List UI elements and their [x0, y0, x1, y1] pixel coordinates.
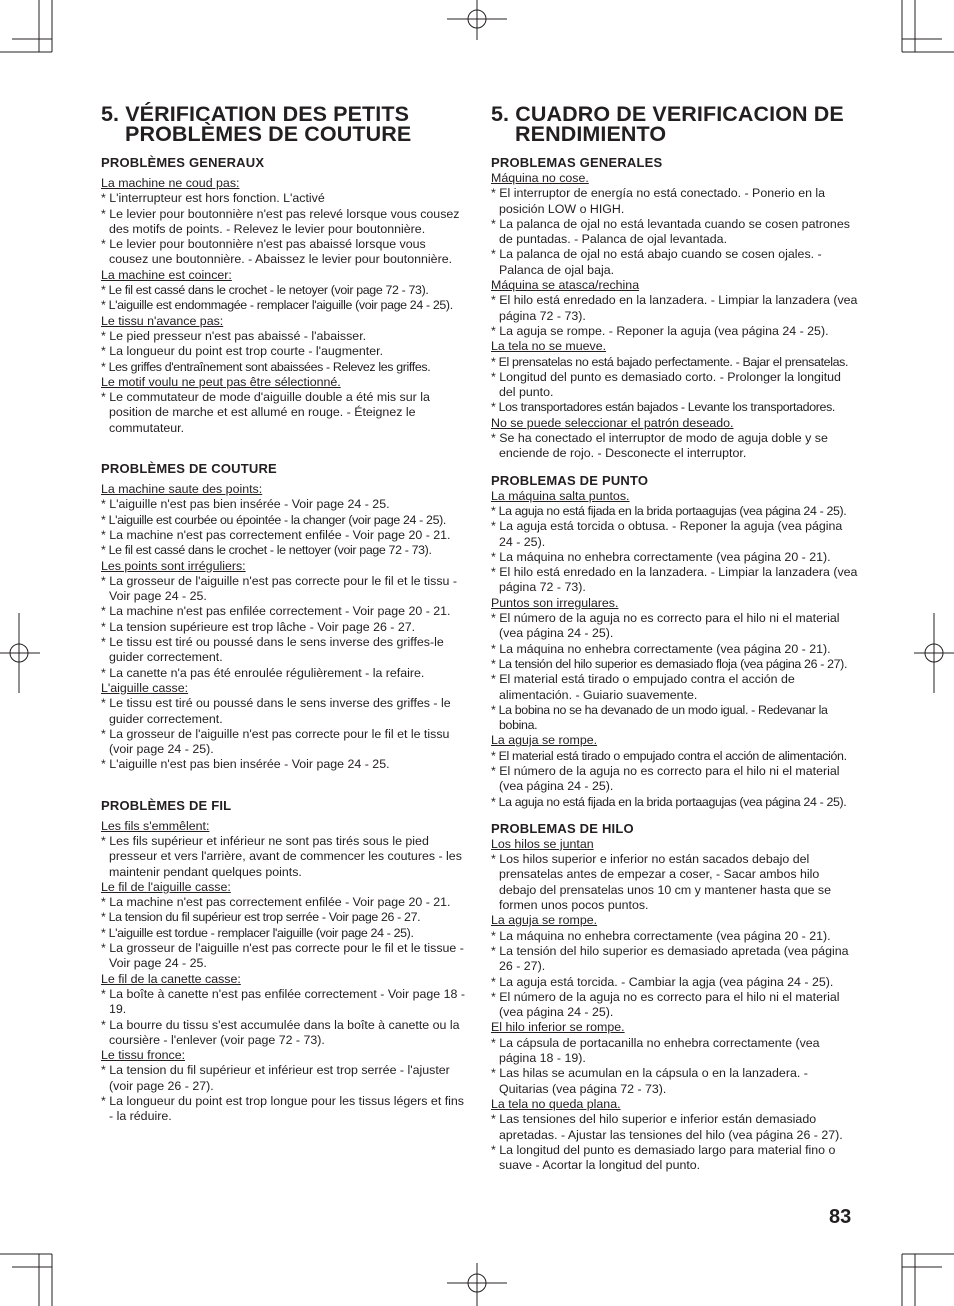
solution-item: * L'interrupteur est hors fonction. L'activé — [101, 191, 325, 206]
solution-item: * Le fil est cassé dans le crochet - le netoyer (voir page 72 - 73). — [101, 283, 429, 298]
problem-title: Les fils s'emmêlent: — [101, 818, 210, 833]
solution-item: * Le levier pour boutonnière n'est pas abaissé lorsque vous cousez une boutonnière. - Abaissez le levier pour boutonnière. — [101, 237, 453, 267]
solution-item: * El número de la aguja no es correcto para el hilo ni el material (vea página 24 - 25). — [491, 611, 840, 641]
solution-item: * La boîte à canette n'est pas enfilée correctement - Voir page 18 - 19. — [101, 986, 465, 1017]
solution-item: * La longueur du point est trop longue pour les tissus légers et fins - la réduire. — [101, 1094, 464, 1124]
problem-title: La machine saute des points: — [101, 482, 263, 497]
problem-title: Puntos son irregulares. — [491, 595, 619, 610]
solution-item: * El prensatelas no está bajado perfectamente. - Bajar el prensatelas. — [491, 354, 849, 369]
solution-item: * La machine n'est pas enfilée correctement - Voir page 20 - 21. — [101, 604, 451, 619]
problem-title: L'aiguille casse: — [101, 680, 189, 695]
solution-item: * L'aiguille est courbée ou épointée - la changer (voir page 24 - 25). — [101, 512, 446, 527]
solution-item: * Le levier pour boutonnière n'est pas relevé lorsque vous cousez des motifs de points. - Relevez le levier pour boutonnière. — [101, 206, 460, 236]
solution-item: * La tension supérieure est trop lâche - Voir page 26 - 27. — [101, 619, 416, 634]
solution-item: * La cápsula de portacanilla no enhebra correctamente (vea página 18 - 19). — [491, 1035, 820, 1066]
spanish-sections — [491, 154, 859, 1173]
spanish-title-line2: RENDIMIENTO — [515, 122, 667, 146]
solution-item: * La canette n'a pas été enroulée régulièrement - la refaire. — [101, 665, 425, 680]
french-sections — [101, 154, 467, 1125]
section-heading: PROBLEMAS DE HILO — [491, 820, 634, 836]
section — [101, 460, 467, 773]
section — [491, 820, 859, 1174]
section-heading: PROBLEMAS GENERALES — [491, 155, 663, 170]
problem-title: Le tissu fronce: — [101, 1048, 186, 1063]
problem-title: Les points sont irréguliers: — [101, 558, 246, 573]
solution-item: * La longitud del punto es demasiado largo para material fino o suave - Acortar la longitud del punto. — [491, 1142, 836, 1173]
solution-item: * Le tissu est tiré ou poussé dans le sens inverse des griffes-le guider correctement. — [101, 635, 444, 665]
solution-item: * L'aiguille n'est pas bien insérée - Voir page 24 - 25. — [101, 497, 390, 512]
solution-item: * La tension du fil supérieur et inférieur est trop serrée - l'ajuster (voir page 26 - 27). — [101, 1063, 450, 1093]
solution-item: * La grosseur de l'aiguille n'est pas correcte pour le fil et le tissu (voir page 24 - 25). — [101, 726, 450, 757]
solution-item: * Les fils supérieur et inférieur ne sont pas tirés sous le pied presseur et vers l'arrière, avant de commencer les coutures - les maintenir pendant quelques points. — [101, 833, 462, 879]
french-title-line1: 5. VÉRIFICATION DES PETITS — [101, 102, 410, 126]
solution-item: * La machine n'est pas correctement enfilée - Voir page 20 - 21. — [101, 527, 451, 542]
solution-item: * Los hilos superior e inferior no están sacados debajo del prensatelas antes de empezar a coser, - Sacar ambos hilo debajo del prensatelas unos 10 cm y mantener hasta que se formen unos pocos puntos. — [491, 852, 832, 913]
solution-item: * La tensión del hilo superior es demasiado apretada (vea página 26 - 27). — [491, 943, 849, 974]
solution-item: * Longitud del punto es demasiado corto. - Prolonger la longitud del punto. — [491, 369, 841, 400]
section — [101, 154, 467, 436]
solution-item: * El interruptor de energía no está conectado. - Ponerio en la posición LOW o HIGH. — [491, 186, 826, 216]
spanish-column — [491, 104, 859, 1173]
solution-item: * La tension du fil supérieur est trop serrée - Voir page 26 - 27. — [101, 910, 421, 925]
solution-item: * La máquina no enhebra correctamente (vea página 20 - 21). — [491, 928, 831, 943]
spanish-title-line1: 5. CUADRO DE VERIFICACION DE — [491, 102, 844, 126]
section-heading: PROBLÈMES DE FIL — [101, 797, 232, 813]
solution-item: * La máquina no enhebra correctamente (vea página 20 - 21). — [491, 549, 831, 564]
solution-item: * La bobina no se ha devanado de un modo igual. - Redevanar la bobina. — [491, 702, 828, 733]
solution-item: * Se ha conectado el interruptor de modo de aguja doble y se enciende de rojo. - Desconecte el interruptor. — [491, 431, 828, 461]
problem-title: Los hilos se juntan — [491, 836, 594, 851]
solution-item: * El número de la aguja no es correcto para el hilo ni el material (vea página 24 - 25). — [491, 989, 840, 1020]
french-column — [101, 104, 467, 1125]
solution-item: * Las tensiones del hilo superior e inferior están demasiado apretadas. - Ajustar las tensiones del hilo (vea página 26 - 27). — [491, 1112, 843, 1142]
section — [491, 472, 859, 810]
solution-item: * L'aiguille est tordue - remplacer l'aiguille (voir page 24 - 25). — [101, 925, 414, 940]
solution-item: * Le fil est cassé dans le crochet - le nettoyer (voir page 72 - 73). — [101, 543, 432, 558]
solution-item: * Las hilas se acumulan en la cápsula o en la lanzadera. - Quitarias (vea página 72 - 73). — [491, 1066, 808, 1096]
solution-item: * La machine n'est pas correctement enfilée - Voir page 20 - 21. — [101, 895, 451, 910]
solution-item: * El material está tirado o empujado contra el acción de alimentación. — [491, 748, 847, 763]
section-heading: PROBLEMAS DE PUNTO — [491, 472, 649, 488]
section — [101, 797, 467, 1125]
problem-title: No se puede seleccionar el patrón deseado. — [491, 415, 734, 430]
problem-title: La aguja se rompe. — [491, 913, 598, 928]
solution-item: * La máquina no enhebra correctamente (vea página 20 - 21). — [491, 641, 831, 656]
solution-item: * L'aiguille est endommagée - remplacer l'aiguille (voir page 24 - 25). — [101, 298, 453, 313]
french-title — [101, 104, 467, 144]
problem-title: La machine est coincer: — [101, 267, 232, 282]
problem-title: Le motif voulu ne peut pas être sélectionné. — [101, 374, 341, 389]
problem-title: La machine ne coud pas: — [101, 176, 240, 190]
solution-item: * Le commutateur de mode d'aiguille double a été mis sur la position de marche et est allumé en rouge. - Éteignez le commutateur. — [101, 390, 430, 435]
solution-item: * La aguja se rompe. - Reponer la aguja (vea página 24 - 25). — [491, 323, 829, 338]
problem-title: Le fil de l'aiguille casse: — [101, 879, 231, 894]
solution-item: * Les griffes d'entraînement sont abaissées - Relevez les griffes. — [101, 359, 431, 374]
section-heading: PROBLÈMES GENERAUX — [101, 155, 265, 170]
solution-item: * Los transportadores están bajados - Levante los transportadores. — [491, 400, 836, 415]
problem-title: Le tissu n'avance pas: — [101, 313, 224, 328]
section-heading: PROBLÈMES DE COUTURE — [101, 461, 277, 477]
solution-item: * El número de la aguja no es correcto para el hilo ni el material (vea página 24 - 25). — [491, 763, 840, 794]
french-title-line2: PROBLÈMES DE COUTURE — [125, 122, 412, 146]
solution-item: * La bourre du tissu s'est accumulée dans la boîte à canette ou la coursière - l'enlever (voir page 72 - 73). — [101, 1017, 460, 1047]
solution-item: * La longueur du point est trop courte - l'augmenter. — [101, 344, 384, 359]
solution-item: * La tensión del hilo superior es demasiado floja (vea página 26 - 27). — [491, 656, 848, 671]
problem-title: La máquina salta puntos. — [491, 488, 630, 503]
problem-title: Máquina no cose. — [491, 171, 589, 185]
spanish-title — [491, 104, 859, 144]
problem-title: La tela no queda plana. — [491, 1096, 621, 1111]
problem-title: La aguja se rompe. — [491, 733, 598, 748]
problem-title: La tela no se mueve. — [491, 339, 607, 354]
solution-item: * La grosseur de l'aiguille n'est pas correcte pour le fil et le tissue - Voir page 24 - 25. — [101, 941, 464, 971]
solution-item: * La aguja está torcida. - Cambiar la agja (vea página 24 - 25). — [491, 974, 834, 989]
solution-item: * La palanca de ojal no está levantada cuando se cosen patrones de puntadas. - Palanca de ojal levantada. — [491, 216, 850, 247]
problem-title: Le fil de la canette casse: — [101, 971, 241, 986]
page-number: 83 — [829, 1206, 852, 1228]
solution-item: * La palanca de ojal no está abajo cuando se cosen ojales. - Palanca de ojal baja. — [491, 247, 822, 277]
solution-item: * La aguja está torcida o obtusa. - Reponer la aguja (vea página 24 - 25). — [491, 519, 843, 549]
solution-item: * El hilo está enredado en la lanzadera. - Limpiar la lanzadera (vea página 72 - 73). — [491, 565, 858, 595]
solution-item: * El material está tirado o empujado contra el acción de alimentación. - Guiario suavemente. — [491, 672, 795, 702]
solution-item: * Le pied presseur n'est pas abaissé - l'abaisser. — [101, 328, 367, 343]
problem-title: El hilo inferior se rompe. — [491, 1020, 625, 1035]
solution-item: * El hilo está enredado en la lanzadera. - Limpiar la lanzadera (vea página 72 - 73). — [491, 293, 858, 323]
solution-item: * La aguja no está fijada en la brida portaagujas (vea página 24 - 25). — [491, 794, 847, 809]
solution-item: * La grosseur de l'aiguille n'est pas correcte pour le fil et le tissu - Voir page 24 - 25. — [101, 573, 457, 604]
section — [491, 154, 859, 462]
solution-item: * Le tissu est tiré ou poussé dans le sens inverse des griffes - le guider correctement. — [101, 696, 451, 726]
solution-item: * L'aiguille n'est pas bien insérée - Voir page 24 - 25. — [101, 757, 390, 772]
solution-item: * La aguja no está fijada en la brida portaagujas (vea página 24 - 25). — [491, 503, 847, 518]
problem-title: Máquina se atasca/rechina — [491, 278, 640, 293]
